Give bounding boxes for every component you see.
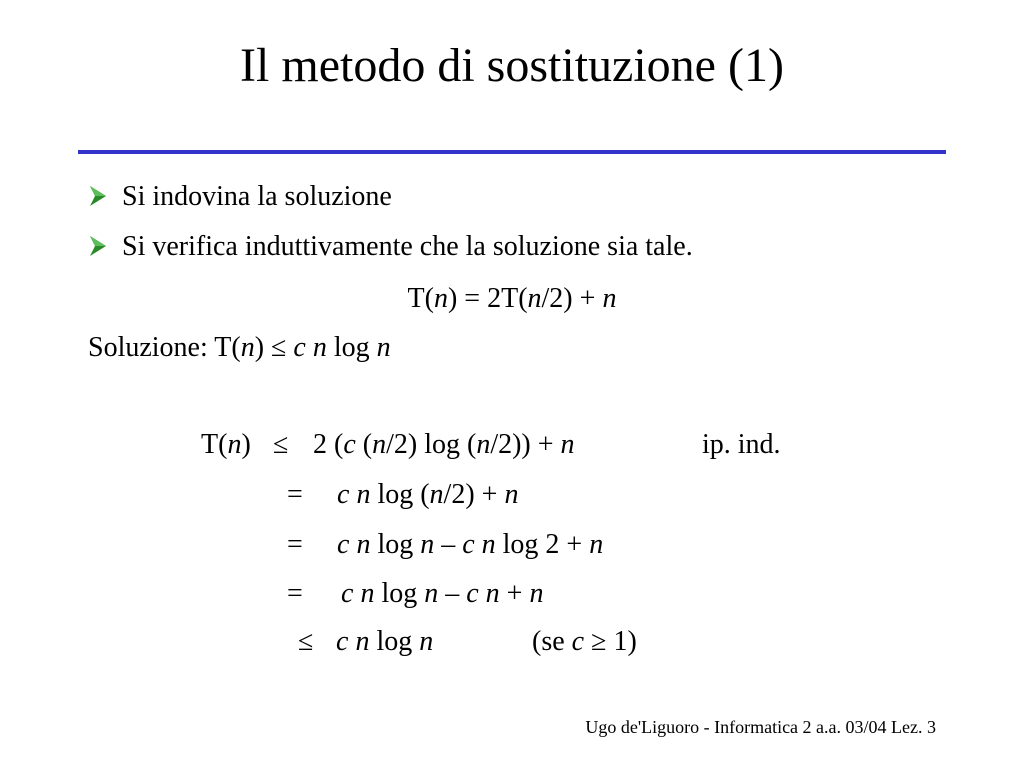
derivation-expression: c n log n: [336, 626, 434, 657]
derivation-relation: =: [287, 578, 303, 609]
bullet-text: Si indovina la soluzione: [122, 181, 392, 212]
derivation-relation: ≤: [298, 626, 314, 657]
derivation-step-4: [287, 580, 543, 608]
bullet-item: [88, 183, 392, 211]
arrow-bullet-icon: [88, 184, 108, 208]
derivation-expression: c n log n – c n log 2 + n: [337, 529, 604, 560]
title-divider: [78, 150, 946, 154]
slide-footer: Ugo de'Liguoro - Informatica 2 a.a. 03/04 Lez. 3: [585, 717, 936, 737]
derivation-note: (se c ≥ 1): [532, 626, 637, 657]
solution-guess: Soluzione: T(n) ≤ c n log n: [88, 332, 391, 363]
arrow-bullet-icon: [88, 234, 108, 258]
derivation-lhs: T(n): [201, 429, 251, 460]
derivation-note: ip. ind.: [702, 429, 781, 460]
derivation-expression: 2 (c (n/2) log (n/2)) + n: [313, 429, 575, 460]
recurrence-equation: T(n) = 2T(n/2) + n: [407, 283, 617, 314]
slide-title: Il metodo di sostituzione (1): [240, 39, 784, 92]
derivation-step-1: [201, 431, 781, 459]
bullet-text: Si verifica induttivamente che la soluzione sia tale.: [122, 231, 693, 262]
derivation-relation: =: [287, 479, 303, 510]
derivation-expression: c n log n – c n + n: [341, 578, 544, 609]
derivation-step-2: [287, 481, 518, 509]
derivation-relation: =: [287, 529, 303, 560]
derivation-expression: c n log (n/2) + n: [337, 479, 519, 510]
derivation-step-3: [287, 531, 603, 559]
derivation-step-5: [298, 628, 637, 656]
bullet-item: [88, 233, 693, 261]
derivation-relation: ≤: [273, 429, 289, 460]
